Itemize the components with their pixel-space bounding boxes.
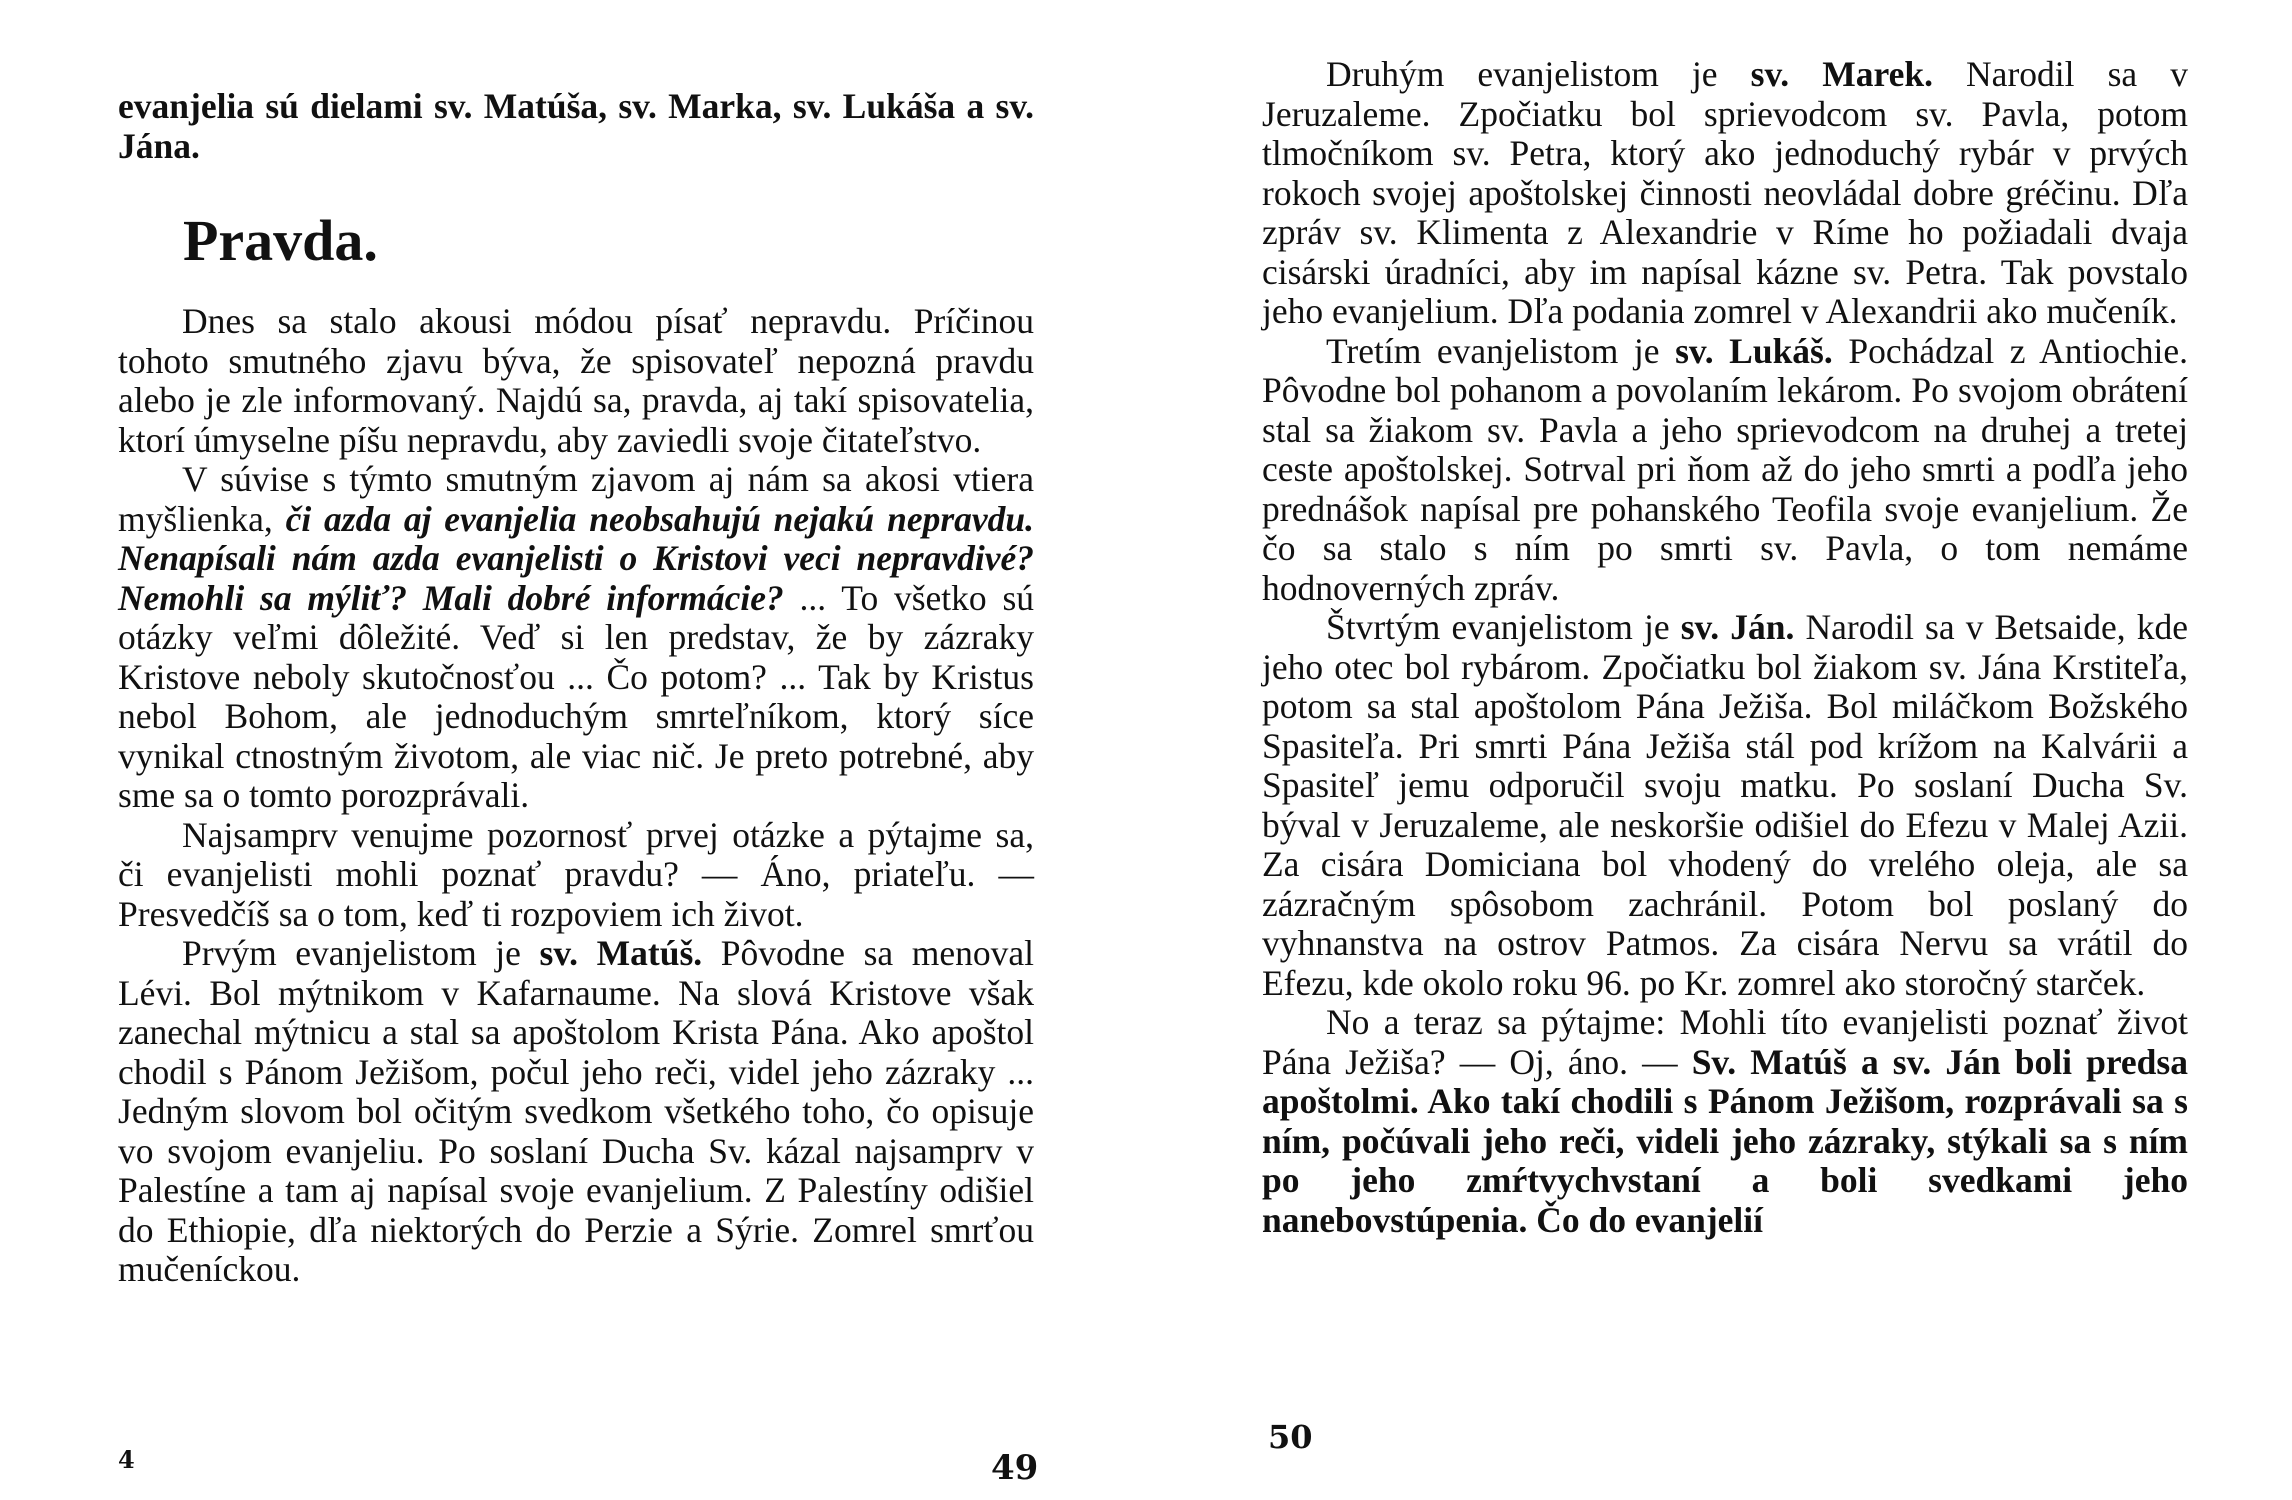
paragraph-3: Najsamprv venujme pozornosť prvej otázke a pýtajme sa, či evanjelisti mohli poznať pravdu? — Áno, priateľu. — Presvedčíš sa o tom, keď ti rozpoviem ich život. xyxy=(118,814,1034,934)
page-number-bottom: 49 xyxy=(991,1448,1039,1488)
paragraph-1: Dnes sa stalo akousi módou písať nepravdu. Príčinou tohoto smutného zjavu býva, že spisovateľ nepozná pravdu alebo je zle informovaný. Najdú sa, pravda, aj takí spisovatelia, ktorí úmyselne píšu nepravdu, aby zaviedli svoje čitateľstvo. xyxy=(118,301,1034,460)
paragraph-4-text-c: Pôvodne sa menoval Lévi. Bol mýtnikom v Kafarnaume. Na slová Kristove však zanechal mýtnicu a stal sa apoštolom Krista Pána. Ako apoštol chodil s Pánom Ježišom, počul jeho reči, videl jeho zázraky ... Jedným slovom bol očitým svedkom všetkého toho, čo opisuje vo svojom evanjeliu. Po soslaní Ducha Sv. kázal najsamprv v Palestíne a tam aj napísal svoje evanjelium. Z Palestíny odišiel do Ethiopie, dľa niektorých do Perzie a Sýrie. Zomrel smrťou mučeníckou. xyxy=(118,933,1035,1289)
paragraph-8 xyxy=(1262,1003,2188,1240)
page-number-right: 50 xyxy=(1268,1418,1313,1456)
paragraph-4-text-a: Prvým evanjelistom je xyxy=(182,933,521,973)
intro-paragraph: evanjelia sú dielami sv. Matúša, sv. Marka, sv. Lukáša a sv. Jána. xyxy=(118,86,1034,166)
paragraph-5-text-a: Druhým evanjelistom je xyxy=(1326,54,1718,94)
paragraph-4 xyxy=(118,934,1034,1290)
paragraph-5 xyxy=(1262,55,2188,332)
paragraph-6-text-c: Pochádzal z Antiochie. Pôvodne bol pohanom a povolaním lekárom. Po svojom obrátení stal sa žiakom sv. Pavla a jeho sprievodcom na druhej a tretej ceste apoštolskej. Sotrval pri ňom až do jeho smrti a podľa jeho prednášok napísal pre pohanského Teofila svoje evanjelium. Že čo sa stalo s ním po smrti sv. Pavla, o tom nemáme hodnoverných zpráv. xyxy=(1262,330,2189,608)
paragraph-7-name: sv. Ján. xyxy=(1680,607,1795,647)
paragraph-6-name: sv. Lukáš. xyxy=(1675,330,1833,371)
section-heading: Pravda. xyxy=(183,208,378,273)
paragraph-5-text-c: Narodil sa v Jeruzaleme. Zpočiatku bol sprievodcom sv. Pavla, potom tlmočníkom sv. Petra, ktorý ako jednoduchý rybár v prvých rokoch svojej apoštolskej činnosti neovládal dobre gréčinu. Dľa zpráv sv. Klimenta z Alexandrie v Ríme ho požiadali dvaja cisárski úradníci, aby im napísal kázne sv. Petra. Tak povstalo jeho evanjelium. Dľa podania zomrel v Alexandrii ako mučeník. xyxy=(1262,54,2188,331)
paragraph-2-text-c: ... To všetko sú otázky veľmi dôležité. Veď si len predstav, že by zázraky Kristove neboly skutočnosťou ... Čo potom? ... Tak by Kristus nebol Bohom, ale jednoduchým smrteľníkom, ktorý síce vynikal ctnostným životom, ale viac nič. Je preto potrebné, aby sme sa o tomto porozprávali. xyxy=(118,577,1035,815)
page-number-left: 4 xyxy=(118,1445,135,1474)
paragraph-2-text-a: V súvise s týmto smutným zjavom aj nám sa akosi vtiera myšlienka, xyxy=(118,459,1034,539)
paragraph-7 xyxy=(1262,608,2188,1003)
right-page-text xyxy=(1262,55,2188,1240)
paragraph-6 xyxy=(1262,332,2188,609)
paragraph-2 xyxy=(118,460,1034,816)
paragraph-7-text-a: Štvrtým evanjelistom je xyxy=(1326,607,1670,647)
paragraph-5-name: sv. Marek. xyxy=(1750,54,1933,94)
right-page xyxy=(1146,0,2292,1500)
paragraph-2-emphasis: či azda aj evanjelia neobsahujú nejakú nepravdu. Nenapísali nám azda evanjelisti o Kristovi veci nepravdivé? Nemohli sa mýliť? Mali dobré informácie? xyxy=(118,498,1035,618)
left-page-text xyxy=(118,1,1034,1290)
paragraph-8-emphasis: Sv. Matúš a sv. Ján boli predsa apoštolmi. Ako takí chodili s Pánom Ježišom, rozprávali sa s ním, počúvali jeho reči, videli jeho zázraky, stýkali sa s ním po jeho zmŕtvychvstaní a boli svedkami jeho nanebovstúpenia. Čo do evanjelií xyxy=(1262,1041,2188,1240)
paragraph-4-name: sv. Matúš. xyxy=(539,933,703,973)
paragraph-6-text-a: Tretím evanjelistom je xyxy=(1326,330,1660,371)
paragraph-7-text-c: Narodil sa v Betsaide, kde jeho otec bol rybárom. Zpočiatku bol žiakom sv. Jána Krstiteľa, potom sa stal apoštolom Pána Ježiša. Bol miláčkom Božského Spasiteľa. Pri smrti Pána Ježiša stál pod krížom na Kalvárii a Spasiteľ jemu odporučil svoju matku. Po soslaní Ducha Sv. býval v Jeruzaleme, ale neskoršie odišiel do Efezu v Malej Azii. Za cisára Domiciana bol vhodený do vrelého oleja, ale sa zázračným spôsobom zachránil. Potom bol poslaný do vyhnanstva na ostrov Patmos. Za cisára Nervu sa vrátil do Efezu, kde okolo roku 96. po Kr. zomrel ako storočný starček. xyxy=(1262,607,2188,1003)
paragraph-8-text-a: No a teraz sa pýtajme: Mohli títo evanjelisti poznať život Pána Ježiša? — Oj, áno. — xyxy=(1262,1002,2188,1082)
